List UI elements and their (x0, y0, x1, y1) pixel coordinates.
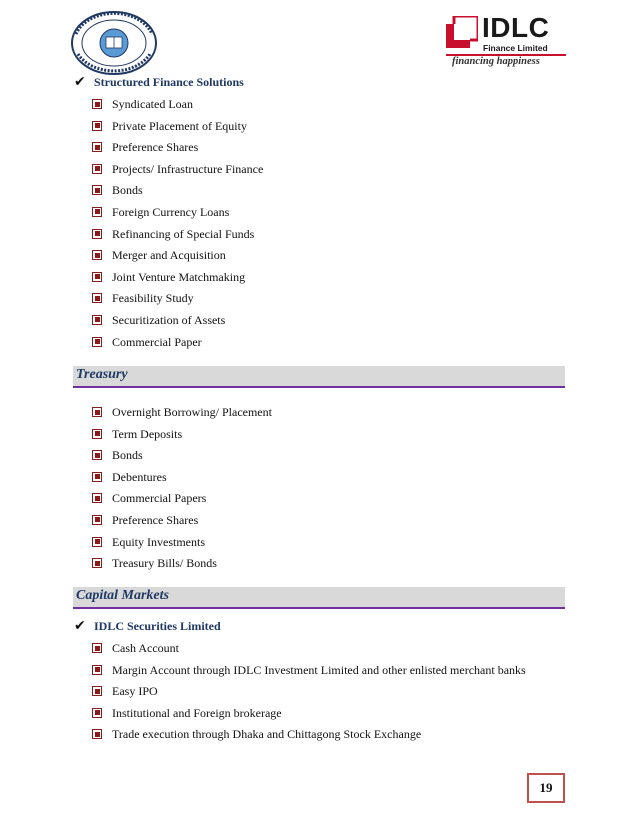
idlc-tagline: financing happiness (452, 56, 540, 67)
list-item-label: Preference Shares (112, 512, 199, 527)
list-item-label: Foreign Currency Loans (112, 204, 230, 219)
list-item-label: Overnight Borrowing/ Placement (112, 405, 272, 419)
list-item-label: Joint Venture Matchmaking (112, 269, 246, 284)
list-item-label: Margin Account through IDLC Investment Limited and other enlisted merchant banks (112, 662, 526, 677)
list-item-label: Treasury Bills/ Bonds (112, 556, 217, 571)
capital-markets-list (92, 639, 526, 747)
square-bullet-icon (92, 142, 102, 152)
square-bullet-icon (92, 686, 102, 696)
list-item-label: Equity Investments (112, 534, 205, 549)
square-bullet-icon (92, 729, 102, 739)
list-item (92, 117, 263, 139)
idlc-subtitle: Finance Limited (483, 43, 548, 53)
list-item-label: Institutional and Foreign brokerage (112, 705, 282, 720)
list-item (92, 311, 263, 333)
list-item (92, 95, 263, 117)
check-icon: ✔ (74, 618, 86, 634)
list-item (92, 181, 263, 203)
square-bullet-icon (92, 164, 102, 174)
list-item (92, 682, 526, 704)
list-item (92, 138, 263, 160)
list-item (92, 661, 526, 683)
list-item-label: Term Deposits (112, 426, 183, 441)
list-item-label: Projects/ Infrastructure Finance (112, 161, 264, 176)
list-item (92, 511, 272, 533)
list-item (92, 639, 526, 661)
list-item-label: Preference Shares (112, 140, 199, 155)
list-item-label: Syndicated Loan (112, 97, 193, 111)
list-item-label: Feasibility Study (112, 291, 194, 306)
list-item-label: Trade execution through Dhaka and Chittagong Stock Exchange (112, 727, 422, 742)
list-item (92, 533, 272, 555)
square-bullet-icon (92, 450, 102, 460)
square-bullet-icon (92, 185, 102, 195)
square-bullet-icon (92, 250, 102, 260)
capital-markets-title: Capital Markets (76, 588, 169, 603)
square-bullet-icon (92, 293, 102, 303)
square-bullet-icon (92, 429, 102, 439)
list-item (92, 289, 263, 311)
square-bullet-icon (92, 708, 102, 718)
square-bullet-icon (92, 493, 102, 503)
list-item-label: Securitization of Assets (112, 312, 226, 327)
capital-markets-section-bar (73, 587, 565, 609)
list-item-label: Commercial Papers (112, 491, 207, 506)
list-item-label: Cash Account (112, 641, 179, 655)
treasury-section-bar (73, 366, 565, 388)
square-bullet-icon (92, 207, 102, 217)
square-bullet-icon (92, 515, 102, 525)
structured-finance-heading (74, 73, 244, 91)
square-bullet-icon (92, 229, 102, 239)
list-item (92, 268, 263, 290)
list-item-label: Private Placement of Equity (112, 118, 247, 133)
square-bullet-icon (92, 665, 102, 675)
list-item (92, 203, 263, 225)
treasury-title: Treasury (76, 367, 128, 382)
square-bullet-icon (92, 407, 102, 417)
list-item (92, 225, 263, 247)
list-item (92, 160, 263, 182)
treasury-list (92, 403, 272, 576)
idlc-logo (446, 12, 566, 68)
nsu-logo (70, 10, 158, 76)
square-bullet-icon (92, 537, 102, 547)
list-item (92, 468, 272, 490)
check-icon: ✔ (74, 74, 86, 90)
list-item (92, 425, 272, 447)
list-item-label: Merger and Acquisition (112, 248, 226, 263)
list-item (92, 403, 272, 425)
list-item-label: Bonds (112, 448, 143, 463)
list-item (92, 704, 526, 726)
list-item (92, 725, 526, 747)
idlc-name: IDLC (482, 12, 550, 43)
list-item (92, 333, 263, 355)
square-bullet-icon (92, 558, 102, 568)
list-item (92, 246, 263, 268)
idlc-securities-title: IDLC Securities Limited (94, 619, 221, 633)
square-bullet-icon (92, 315, 102, 325)
list-item (92, 489, 272, 511)
idlc-securities-heading (74, 617, 221, 635)
square-bullet-icon (92, 99, 102, 109)
list-item (92, 554, 272, 576)
list-item-label: Refinancing of Special Funds (112, 226, 255, 241)
page-header (0, 0, 638, 80)
list-item-label: Easy IPO (112, 684, 158, 699)
structured-finance-title: Structured Finance Solutions (94, 75, 244, 89)
idlc-mark-icon (446, 16, 478, 48)
list-item-label: Commercial Paper (112, 334, 202, 349)
square-bullet-icon (92, 472, 102, 482)
list-item-label: Bonds (112, 183, 143, 198)
square-bullet-icon (92, 121, 102, 131)
page-number: 19 (527, 773, 565, 803)
list-item-label: Debentures (112, 469, 167, 484)
list-item (92, 446, 272, 468)
structured-finance-list (92, 95, 263, 354)
square-bullet-icon (92, 272, 102, 282)
square-bullet-icon (92, 643, 102, 653)
square-bullet-icon (92, 337, 102, 347)
